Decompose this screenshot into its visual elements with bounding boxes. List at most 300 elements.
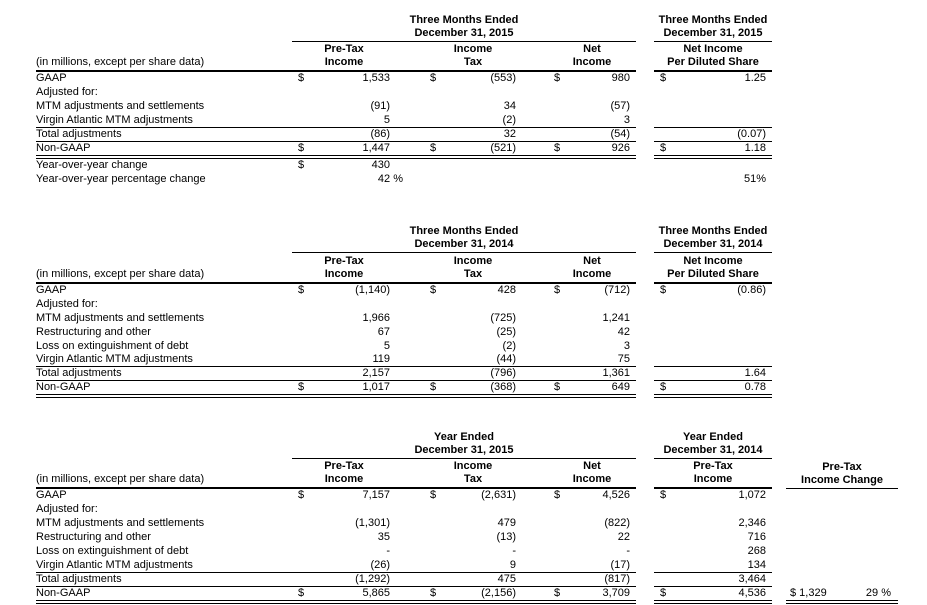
value-cell bbox=[308, 297, 396, 311]
spacer-cell bbox=[636, 488, 654, 502]
dollar-cell bbox=[292, 558, 308, 572]
value-cell bbox=[440, 325, 522, 339]
spacer-cell bbox=[636, 283, 654, 297]
column-header-line: Pre-Tax bbox=[324, 43, 364, 55]
value-text: (17) bbox=[610, 558, 630, 571]
period-header-line: Year Ended bbox=[683, 430, 743, 443]
row-label: Total adjustments bbox=[36, 367, 292, 381]
column-header bbox=[424, 253, 522, 283]
spacer-cell bbox=[636, 516, 654, 530]
column-header-line: Income bbox=[453, 43, 493, 55]
spacer-cell bbox=[396, 297, 424, 311]
value-text: 475 bbox=[497, 572, 516, 585]
table-row bbox=[36, 113, 772, 127]
value-cell bbox=[564, 586, 636, 602]
dollar-cell bbox=[424, 516, 440, 530]
value-cell bbox=[308, 113, 396, 127]
column-header-line: Pre-Tax bbox=[324, 460, 364, 472]
dollar-cell bbox=[424, 558, 440, 572]
value-cell bbox=[670, 157, 772, 172]
spacer-cell bbox=[772, 488, 786, 502]
spacer-cell bbox=[522, 339, 548, 353]
value-cell bbox=[440, 586, 522, 602]
value-cell bbox=[564, 311, 636, 325]
value-text: - bbox=[386, 545, 390, 557]
spacer-cell bbox=[636, 172, 654, 186]
value-text: 649 bbox=[611, 381, 630, 393]
spacer-cell bbox=[396, 353, 424, 367]
spacer-cell bbox=[396, 253, 424, 283]
spacer-cell bbox=[522, 127, 548, 141]
value-text: (1,301) bbox=[355, 517, 390, 529]
dollar-cell bbox=[292, 172, 308, 186]
dollar-cell bbox=[548, 367, 564, 381]
dollar-cell bbox=[292, 339, 308, 353]
reconciliation-table-three-months-2014 bbox=[36, 223, 772, 399]
spacer-cell bbox=[396, 516, 424, 530]
value-text: 1,241 bbox=[602, 311, 630, 324]
value-text: 34 bbox=[503, 100, 516, 112]
value-cell bbox=[440, 157, 522, 172]
spacer-cell bbox=[636, 297, 654, 311]
row-label: Total adjustments bbox=[36, 127, 292, 141]
spacer-cell bbox=[396, 572, 424, 586]
value-text: 3 bbox=[623, 113, 630, 126]
column-header bbox=[292, 253, 396, 283]
spacer-cell bbox=[522, 113, 548, 127]
value-text: (553) bbox=[490, 72, 516, 84]
value-text: 1,017 bbox=[362, 381, 390, 393]
value-cell: 716 bbox=[747, 531, 766, 543]
spacer-cell bbox=[522, 41, 548, 71]
value-cell bbox=[440, 488, 522, 502]
spacer-cell bbox=[772, 530, 786, 544]
spacer-cell bbox=[522, 283, 548, 297]
value-text: 5 bbox=[383, 339, 390, 352]
value-cell bbox=[440, 141, 522, 157]
dollar-cell bbox=[292, 297, 308, 311]
value-cell bbox=[564, 71, 636, 85]
dollar-cell bbox=[424, 127, 440, 141]
value-text: 479 bbox=[497, 517, 516, 529]
value-text: 5,865 bbox=[362, 586, 390, 599]
spacer-cell bbox=[522, 488, 548, 502]
row-label: Non-GAAP bbox=[36, 381, 292, 397]
value-cell bbox=[670, 113, 772, 127]
dollar-cell bbox=[548, 558, 564, 572]
table-row bbox=[36, 502, 898, 516]
value-cell bbox=[440, 502, 522, 516]
dollar-cell bbox=[424, 572, 440, 586]
dollar-cell bbox=[548, 127, 564, 141]
dollar-cell bbox=[424, 85, 440, 99]
value-cell bbox=[440, 353, 522, 367]
dollar-cell: $ bbox=[424, 381, 440, 397]
spacer-cell bbox=[636, 127, 654, 141]
row-label: Virgin Atlantic MTM adjustments bbox=[36, 558, 292, 572]
value-cell bbox=[670, 297, 772, 311]
dollar-cell bbox=[424, 353, 440, 367]
spacer-cell bbox=[36, 428, 292, 458]
spacer-cell bbox=[522, 353, 548, 367]
row-label: Year-over-year change bbox=[36, 158, 148, 171]
value-cell bbox=[308, 516, 396, 530]
value-cell bbox=[564, 572, 636, 586]
column-header-line: Income bbox=[453, 460, 493, 472]
dollar-cell bbox=[424, 157, 440, 172]
column-header-line: Income Change bbox=[801, 473, 883, 486]
spacer-cell bbox=[636, 85, 654, 99]
column-header-line: Income bbox=[572, 56, 612, 68]
dollar-cell: $ bbox=[660, 72, 667, 84]
value-text: (13) bbox=[496, 531, 516, 543]
value-cell bbox=[308, 381, 396, 397]
dollar-cell bbox=[548, 297, 564, 311]
table-row bbox=[36, 339, 772, 353]
table-row bbox=[36, 381, 772, 397]
value-text: 926 bbox=[611, 141, 630, 154]
value-cell bbox=[440, 127, 522, 141]
dollar-cell bbox=[654, 127, 670, 141]
dollar-cell bbox=[292, 516, 308, 530]
spacer-cell bbox=[396, 325, 424, 339]
dollar-cell bbox=[654, 297, 670, 311]
value-cell: 1.18 bbox=[670, 141, 772, 157]
value-cell bbox=[308, 99, 396, 113]
spacer-cell bbox=[522, 516, 548, 530]
dollar-cell bbox=[654, 544, 670, 558]
period-header-line: December 31, 2014 bbox=[663, 238, 763, 250]
spacer-cell bbox=[636, 458, 654, 488]
spacer-cell bbox=[522, 297, 548, 311]
dollar-cell bbox=[548, 157, 564, 172]
value-text: (2,156) bbox=[481, 586, 516, 599]
dollar-cell bbox=[292, 353, 308, 367]
value-cell bbox=[564, 544, 636, 558]
dollar-cell bbox=[548, 353, 564, 367]
row-label: GAAP bbox=[36, 489, 67, 501]
dollar-cell bbox=[654, 311, 670, 325]
column-header-line: Income bbox=[324, 267, 364, 280]
spacer-cell bbox=[396, 141, 424, 157]
dollar-cell bbox=[654, 353, 670, 367]
column-header-row bbox=[36, 41, 772, 71]
value-cell bbox=[564, 530, 636, 544]
spacer-cell bbox=[522, 311, 548, 325]
value-cell bbox=[564, 85, 636, 99]
value-text: (57) bbox=[610, 100, 630, 112]
row-label: Virgin Atlantic MTM adjustments bbox=[36, 113, 292, 127]
value-cell bbox=[440, 367, 522, 381]
spacer-cell bbox=[522, 572, 548, 586]
row-label: Year-over-year percentage change bbox=[36, 172, 206, 185]
dollar-cell bbox=[424, 502, 440, 516]
row-label: MTM adjustments and settlements bbox=[36, 100, 205, 112]
dollar-cell bbox=[548, 311, 564, 325]
value-cell bbox=[670, 353, 772, 367]
spacer-cell bbox=[636, 339, 654, 353]
value-text: 42 bbox=[617, 325, 630, 338]
value-cell: 2,346 bbox=[738, 517, 766, 529]
value-cell bbox=[440, 516, 522, 530]
row-label: Total adjustments bbox=[36, 572, 292, 586]
dollar-cell: $ bbox=[654, 141, 670, 157]
period-header-line: Three Months Ended bbox=[658, 225, 768, 237]
dollar-cell: $ bbox=[298, 72, 305, 84]
value-cell: 3,464 bbox=[670, 572, 772, 586]
value-text: 3 bbox=[623, 339, 630, 352]
column-header-line: Tax bbox=[463, 473, 483, 485]
period-header bbox=[654, 223, 772, 253]
period-header-line: December 31, 2014 bbox=[663, 443, 763, 456]
value-cell bbox=[670, 325, 772, 339]
value-cell bbox=[564, 381, 636, 397]
dollar-cell bbox=[292, 311, 308, 325]
value-cell bbox=[308, 71, 396, 85]
change-dollar: $ 1,329 bbox=[790, 586, 827, 599]
column-header-line: Per Diluted Share bbox=[667, 267, 759, 280]
change-cell bbox=[786, 572, 898, 586]
dollar-cell bbox=[654, 530, 670, 544]
value-cell bbox=[308, 530, 396, 544]
value-text: 9 bbox=[509, 558, 516, 571]
value-cell: 4,536 bbox=[670, 586, 772, 602]
spacer-cell bbox=[396, 71, 424, 85]
column-header bbox=[786, 458, 898, 488]
spacer-cell bbox=[636, 572, 654, 586]
value-text: (822) bbox=[604, 517, 630, 529]
dollar-cell: $ bbox=[292, 586, 308, 602]
dollar-cell: $ bbox=[292, 381, 308, 397]
value-cell bbox=[564, 172, 636, 186]
value-text: (368) bbox=[490, 381, 516, 393]
dollar-cell: $ bbox=[298, 158, 305, 171]
column-header-line: Net bbox=[583, 460, 601, 472]
value-text: - bbox=[512, 545, 516, 557]
value-cell: 0.78 bbox=[670, 381, 772, 397]
table-row bbox=[36, 311, 772, 325]
value-cell bbox=[670, 311, 772, 325]
change-cell bbox=[786, 586, 898, 602]
value-cell bbox=[440, 339, 522, 353]
dollar-cell bbox=[424, 172, 440, 186]
column-header-line: Income bbox=[572, 473, 612, 485]
spacer-cell bbox=[396, 458, 424, 488]
spacer-cell bbox=[786, 428, 898, 458]
spacer-cell bbox=[522, 99, 548, 113]
column-header-line: Net bbox=[583, 43, 601, 55]
row-label: Non-GAAP bbox=[36, 586, 292, 602]
dollar-cell bbox=[292, 113, 308, 127]
table-row bbox=[36, 353, 772, 367]
value-cell bbox=[564, 325, 636, 339]
value-cell bbox=[440, 311, 522, 325]
value-cell bbox=[564, 157, 636, 172]
spacer-cell bbox=[396, 586, 424, 602]
value-text: 35 bbox=[377, 531, 390, 543]
column-header bbox=[654, 458, 772, 488]
dollar-cell: $ bbox=[424, 586, 440, 602]
dollar-cell bbox=[654, 172, 670, 186]
spacer-cell bbox=[636, 586, 654, 602]
value-cell bbox=[308, 367, 396, 381]
value-cell bbox=[564, 367, 636, 381]
value-cell bbox=[440, 530, 522, 544]
column-header-line: Net bbox=[583, 254, 601, 267]
spacer-cell bbox=[396, 311, 424, 325]
dollar-cell: $ bbox=[554, 283, 561, 296]
spacer-cell bbox=[636, 223, 654, 253]
spacer-cell bbox=[522, 253, 548, 283]
dollar-cell bbox=[424, 325, 440, 339]
dollar-cell bbox=[292, 530, 308, 544]
spacer-cell bbox=[396, 283, 424, 297]
dollar-cell bbox=[548, 544, 564, 558]
change-cell bbox=[786, 530, 898, 544]
dollar-cell bbox=[424, 297, 440, 311]
value-text: (1,140) bbox=[355, 283, 390, 296]
value-cell bbox=[308, 325, 396, 339]
column-header-line: Income bbox=[324, 56, 364, 68]
table-row bbox=[36, 157, 772, 172]
dollar-cell bbox=[548, 99, 564, 113]
value-cell bbox=[308, 283, 396, 297]
table-row bbox=[36, 85, 772, 99]
value-cell bbox=[564, 297, 636, 311]
value-cell bbox=[670, 85, 772, 99]
value-cell bbox=[564, 558, 636, 572]
spacer-cell bbox=[522, 544, 548, 558]
dollar-cell bbox=[424, 544, 440, 558]
period-header bbox=[654, 428, 772, 458]
table-row bbox=[36, 283, 772, 297]
dollar-cell bbox=[654, 113, 670, 127]
value-cell bbox=[440, 85, 522, 99]
period-header-row bbox=[36, 11, 772, 41]
value-cell bbox=[564, 99, 636, 113]
column-header bbox=[654, 41, 772, 71]
value-cell bbox=[440, 297, 522, 311]
spacer-cell bbox=[522, 172, 548, 186]
value-text: 67 bbox=[377, 325, 390, 338]
change-cell bbox=[786, 488, 898, 502]
row-label: Non-GAAP bbox=[36, 141, 292, 157]
spacer-cell bbox=[396, 558, 424, 572]
value-text: 1,361 bbox=[602, 367, 630, 379]
value-text: 5 bbox=[383, 113, 390, 126]
row-label: Adjusted for: bbox=[36, 297, 98, 310]
table-row bbox=[36, 544, 898, 558]
value-text: (796) bbox=[490, 367, 516, 379]
value-text: (91) bbox=[370, 100, 390, 112]
change-cell bbox=[786, 502, 898, 516]
spacer-cell bbox=[522, 530, 548, 544]
dollar-cell: $ bbox=[654, 381, 670, 397]
spacer-cell bbox=[396, 502, 424, 516]
spacer-cell bbox=[636, 353, 654, 367]
spacer-cell bbox=[396, 544, 424, 558]
value-text: (54) bbox=[610, 127, 630, 140]
value-text: 4,526 bbox=[602, 489, 630, 501]
value-cell bbox=[564, 283, 636, 297]
period-header-line: December 31, 2015 bbox=[414, 443, 514, 456]
value-cell: 134 bbox=[670, 558, 772, 572]
value-cell: 1.64 bbox=[670, 367, 772, 381]
dollar-cell bbox=[654, 99, 670, 113]
column-header-line: Per Diluted Share bbox=[667, 56, 759, 68]
spacer-cell bbox=[636, 502, 654, 516]
spacer-cell bbox=[636, 99, 654, 113]
spacer-cell bbox=[522, 586, 548, 602]
spacer-cell bbox=[396, 381, 424, 397]
spacer-cell bbox=[522, 85, 548, 99]
dollar-cell bbox=[548, 339, 564, 353]
column-header-line: Pre-Tax bbox=[822, 460, 862, 473]
value-cell bbox=[308, 572, 396, 586]
table-row bbox=[36, 558, 898, 572]
dollar-cell bbox=[292, 325, 308, 339]
spacer-cell bbox=[522, 502, 548, 516]
value-text: (2) bbox=[502, 113, 516, 126]
value-text: 428 bbox=[497, 283, 516, 296]
table-caption-label: (in millions, except per share data) bbox=[36, 41, 292, 71]
dollar-cell bbox=[548, 530, 564, 544]
value-cell: 1.25 bbox=[744, 72, 766, 84]
value-cell: (0.07) bbox=[670, 127, 772, 141]
dollar-cell: $ bbox=[292, 141, 308, 157]
value-cell bbox=[564, 516, 636, 530]
dollar-cell bbox=[654, 502, 670, 516]
row-label: GAAP bbox=[36, 283, 67, 296]
value-text: 2,157 bbox=[362, 367, 390, 379]
value-cell bbox=[564, 113, 636, 127]
dollar-cell bbox=[292, 572, 308, 586]
value-cell bbox=[564, 127, 636, 141]
spacer-cell bbox=[636, 367, 654, 381]
dollar-cell bbox=[292, 544, 308, 558]
period-header-line: Three Months Ended bbox=[409, 13, 519, 26]
spacer-cell bbox=[772, 458, 786, 488]
spacer-cell bbox=[522, 141, 548, 157]
row-label: Loss on extinguishment of debt bbox=[36, 545, 189, 557]
value-cell bbox=[308, 558, 396, 572]
column-header bbox=[292, 458, 396, 488]
table-row bbox=[36, 516, 898, 530]
value-cell: (0.86) bbox=[737, 283, 766, 296]
reconciliation-table-year-ended-2015 bbox=[36, 428, 898, 604]
column-header bbox=[548, 253, 636, 283]
spacer-cell bbox=[522, 558, 548, 572]
period-header-row bbox=[36, 428, 898, 458]
period-header-line: December 31, 2014 bbox=[414, 238, 514, 250]
dollar-cell bbox=[424, 113, 440, 127]
dollar-cell bbox=[548, 516, 564, 530]
spacer-cell bbox=[636, 141, 654, 157]
value-cell bbox=[308, 157, 396, 172]
change-percent: 29 % bbox=[865, 586, 891, 599]
dollar-cell bbox=[292, 502, 308, 516]
spacer-cell bbox=[772, 586, 786, 602]
column-header-line: Income bbox=[572, 267, 612, 280]
dollar-cell: $ bbox=[548, 381, 564, 397]
column-header-line: Pre-Tax bbox=[324, 254, 364, 267]
dollar-cell bbox=[292, 99, 308, 113]
dollar-cell: $ bbox=[654, 586, 670, 602]
value-cell bbox=[670, 502, 772, 516]
spacer-cell bbox=[522, 325, 548, 339]
dollar-cell bbox=[548, 325, 564, 339]
value-cell bbox=[440, 558, 522, 572]
